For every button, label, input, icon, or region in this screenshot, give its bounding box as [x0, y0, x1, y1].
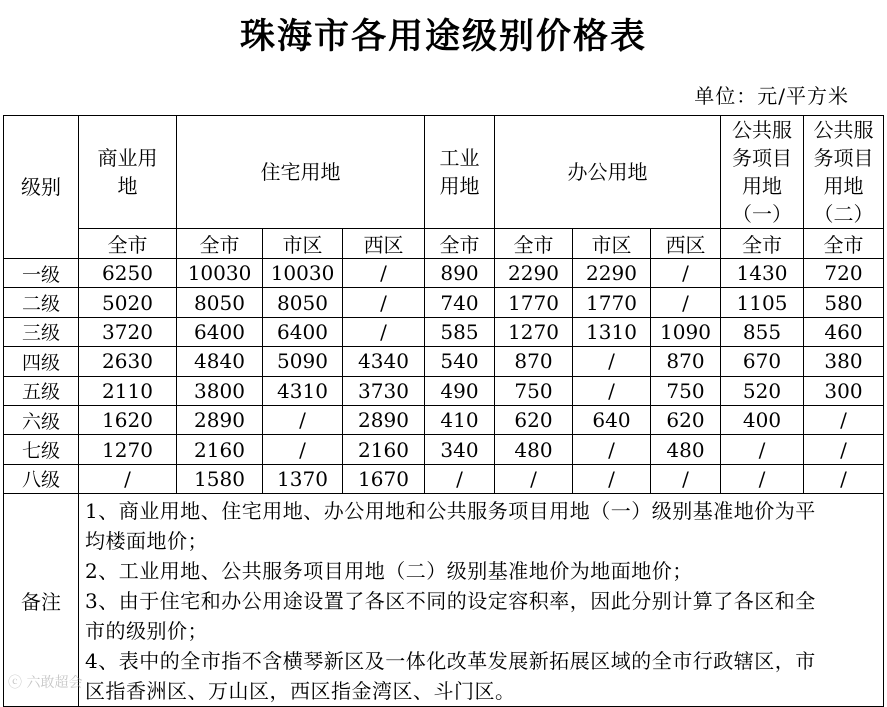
price-cell: 3800 [177, 376, 263, 405]
price-cell: 620 [651, 405, 721, 434]
price-cell: / [721, 435, 804, 464]
level-cell: 一级 [4, 259, 79, 288]
header-commercial: 商业用地 [79, 116, 177, 229]
price-cell: 620 [495, 405, 573, 434]
price-cell: 870 [495, 347, 573, 376]
level-cell: 五级 [4, 376, 79, 405]
price-cell: 4340 [343, 347, 425, 376]
price-cell: 5020 [79, 288, 177, 317]
price-cell: 580 [804, 288, 884, 317]
table-row [4, 435, 884, 464]
price-cell: 400 [721, 405, 804, 434]
price-cell: 3720 [79, 317, 177, 346]
level-cell: 七级 [4, 435, 79, 464]
watermark-logo: ⓒ 六敢超会 [8, 675, 83, 691]
price-cell: 6400 [177, 317, 263, 346]
price-cell: 520 [721, 376, 804, 405]
price-cell: / [263, 405, 343, 434]
page-title: 珠海市各用途级别价格表 [239, 17, 647, 57]
price-cell: 10030 [263, 259, 343, 288]
sub-office-city: 全市 [495, 229, 573, 259]
notes-label: 备注 [4, 494, 79, 707]
level-cell: 六级 [4, 405, 79, 434]
level-cell: 三级 [4, 317, 79, 346]
level-cell: 二级 [4, 288, 79, 317]
price-cell: / [573, 347, 651, 376]
table-row [4, 347, 884, 376]
note-line: 市的级别价； [85, 619, 208, 644]
note-line: 均楼面地价； [85, 529, 208, 554]
header-residential: 住宅用地 [177, 116, 425, 229]
price-cell: / [425, 464, 495, 493]
sub-public2-city: 全市 [804, 229, 884, 259]
price-cell: / [573, 435, 651, 464]
price-cell: / [804, 435, 884, 464]
price-cell: 540 [425, 347, 495, 376]
price-cell: / [721, 464, 804, 493]
sub-office-urban: 市区 [573, 229, 651, 259]
table-row [4, 288, 884, 317]
unit-label: 单位：元/平方米 [694, 84, 849, 108]
price-cell: / [263, 435, 343, 464]
price-cell: 460 [804, 317, 884, 346]
price-cell: / [804, 405, 884, 434]
price-cell: 3730 [343, 376, 425, 405]
level-cell: 四级 [4, 347, 79, 376]
sub-office-west: 西区 [651, 229, 721, 259]
price-cell: 1270 [79, 435, 177, 464]
price-cell: 720 [804, 259, 884, 288]
price-cell: / [343, 288, 425, 317]
sub-commercial-city: 全市 [79, 229, 177, 259]
price-cell: / [495, 464, 573, 493]
price-cell: 8050 [177, 288, 263, 317]
price-cell: 870 [651, 347, 721, 376]
note-line: 2、工业用地、公共服务项目用地（二）级别基准地价为地面地价； [85, 559, 693, 584]
price-cell: 2160 [343, 435, 425, 464]
price-cell: 1670 [343, 464, 425, 493]
price-cell: / [651, 464, 721, 493]
price-cell: 750 [651, 376, 721, 405]
header-level: 级别 [4, 116, 79, 259]
header-row-main [4, 116, 884, 229]
sub-public1-city: 全市 [721, 229, 804, 259]
price-cell: / [343, 259, 425, 288]
price-cell: 1770 [495, 288, 573, 317]
price-cell: 4840 [177, 347, 263, 376]
price-cell: 4310 [263, 376, 343, 405]
price-cell: 1620 [79, 405, 177, 434]
price-cell: 2290 [573, 259, 651, 288]
price-cell: / [573, 464, 651, 493]
price-cell: 300 [804, 376, 884, 405]
sub-residential-urban: 市区 [263, 229, 343, 259]
price-cell: / [573, 376, 651, 405]
price-cell: 6400 [263, 317, 343, 346]
price-cell: 670 [721, 347, 804, 376]
price-cell: 585 [425, 317, 495, 346]
price-cell: 890 [425, 259, 495, 288]
sub-residential-city: 全市 [177, 229, 263, 259]
price-cell: 640 [573, 405, 651, 434]
price-cell: 490 [425, 376, 495, 405]
price-cell: 1310 [573, 317, 651, 346]
note-line: 区指香洲区、万山区，西区指金湾区、斗门区。 [85, 679, 516, 704]
price-cell: 480 [495, 435, 573, 464]
price-cell: 2890 [343, 405, 425, 434]
table-row [4, 405, 884, 434]
price-cell: 2110 [79, 376, 177, 405]
price-table [3, 115, 884, 707]
price-cell: 5090 [263, 347, 343, 376]
price-cell: 2630 [79, 347, 177, 376]
watermark-text: 六敢超会 [26, 675, 83, 691]
price-cell: 1270 [495, 317, 573, 346]
price-cell: 1090 [651, 317, 721, 346]
level-cell: 八级 [4, 464, 79, 493]
note-line: 4、表中的全市指不含横琴新区及一体化改革发展新拓展区域的全市行政辖区，市 [85, 649, 816, 674]
table-row [4, 317, 884, 346]
price-cell: 340 [425, 435, 495, 464]
price-cell: 1430 [721, 259, 804, 288]
notes-body [79, 494, 884, 707]
sub-industrial-city: 全市 [425, 229, 495, 259]
table-row [4, 464, 884, 493]
price-cell: 2160 [177, 435, 263, 464]
price-cell: / [79, 464, 177, 493]
header-public1: 公共服务项目用地（一） [721, 116, 804, 229]
price-cell: 2890 [177, 405, 263, 434]
price-cell: 2290 [495, 259, 573, 288]
table-row [4, 376, 884, 405]
price-cell: / [651, 288, 721, 317]
price-cell: 10030 [177, 259, 263, 288]
sub-residential-west: 西区 [343, 229, 425, 259]
price-cell: 740 [425, 288, 495, 317]
price-cell: / [651, 259, 721, 288]
notes-row [4, 494, 884, 707]
header-row-sub [4, 229, 884, 259]
price-cell: 1580 [177, 464, 263, 493]
price-cell: 1105 [721, 288, 804, 317]
price-cell: 1770 [573, 288, 651, 317]
header-public2: 公共服务项目用地（二） [804, 116, 884, 229]
price-cell: / [343, 317, 425, 346]
price-cell: 410 [425, 405, 495, 434]
price-cell: 8050 [263, 288, 343, 317]
note-line: 3、由于住宅和办公用途设置了各区不同的设定容积率，因此分别计算了各区和全 [85, 589, 816, 614]
price-cell: 380 [804, 347, 884, 376]
header-industrial: 工业用地 [425, 116, 495, 229]
price-cell: 1370 [263, 464, 343, 493]
price-cell: 855 [721, 317, 804, 346]
table-row [4, 259, 884, 288]
price-cell: 480 [651, 435, 721, 464]
price-cell: / [804, 464, 884, 493]
price-cell: 6250 [79, 259, 177, 288]
price-cell: 750 [495, 376, 573, 405]
header-office: 办公用地 [495, 116, 721, 229]
note-line: 1、商业用地、住宅用地、办公用地和公共服务项目用地（一）级别基准地价为平 [85, 499, 816, 524]
